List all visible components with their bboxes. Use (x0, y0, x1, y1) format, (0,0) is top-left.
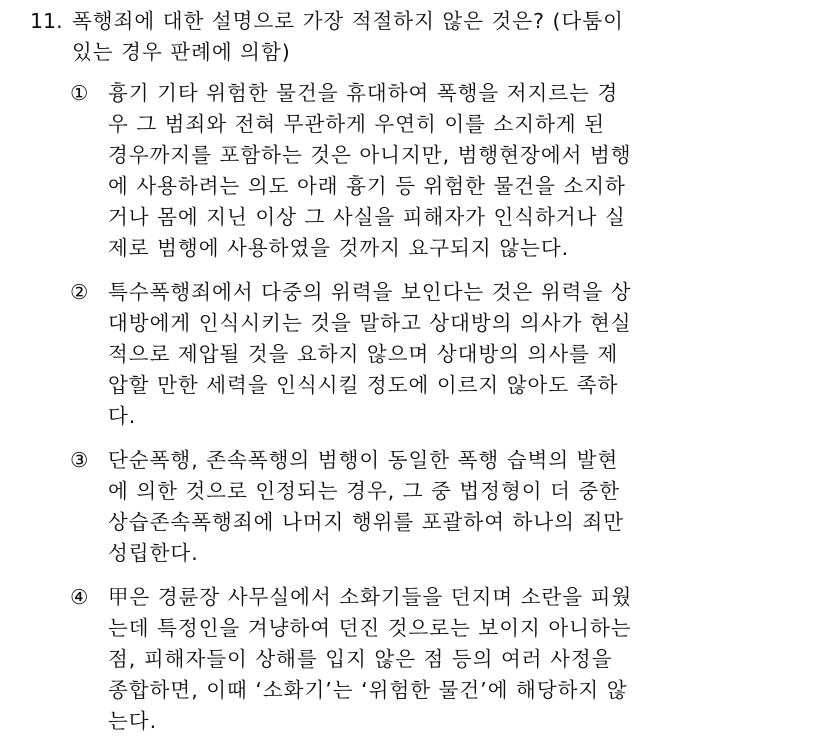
choice-line: 점, 피해자들이 상해를 입지 않은 점 등의 여러 사정을 (108, 647, 613, 671)
question-line: 폭행죄에 대한 설명으로 가장 적절하지 않은 것은? (다툼이 (72, 9, 624, 33)
choice-4-text (108, 582, 790, 737)
choice-line: 흉기 기타 위험한 물건을 휴대하여 폭행을 저지르는 경 (108, 81, 619, 105)
choice-line: 거나 몸에 지닌 이상 그 사실을 피해자가 인식하거나 실 (108, 205, 626, 229)
choice-line: 상습존속폭행죄에 나머지 행위를 포괄하여 하나의 죄만 (108, 510, 625, 534)
choice-line: 압할 만한 세력을 인식시킬 정도에 이르지 않아도 족하 (108, 373, 619, 397)
choice-line: 는다. (108, 709, 158, 733)
choice-line: 성립한다. (108, 541, 199, 565)
choice-3 (70, 445, 790, 569)
choice-line: 특수폭행죄에서 다중의 위력을 보인다는 것은 위력을 상 (108, 280, 632, 304)
choice-2 (70, 277, 790, 432)
question-number: 11. (30, 9, 63, 33)
choice-2-marker: ② (70, 280, 89, 304)
choice-list (70, 78, 790, 737)
question-line: 있는 경우 판례에 의함) (72, 40, 291, 64)
choice-line: 는데 특정인을 겨냥하여 던진 것으로는 보이지 아니하는 (108, 616, 632, 640)
choice-line: 우 그 범죄와 전혀 무관하게 우연히 이를 소지하게 된 (108, 112, 605, 136)
choice-line: 다. (108, 404, 137, 428)
choice-1 (70, 78, 790, 264)
choice-1-marker: ① (70, 81, 89, 105)
choice-3-text (108, 445, 790, 569)
choice-line: 제로 범행에 사용하였을 것까지 요구되지 않는다. (108, 236, 570, 260)
choice-2-text (108, 277, 790, 432)
choice-line: 종합하면, 이때 ‘소화기’는 ‘위험한 물건’에 해당하지 않 (108, 678, 628, 702)
choice-line: 甲은 경륜장 사무실에서 소화기들을 던지며 소란을 피웠 (108, 585, 633, 609)
question-block (30, 6, 790, 750)
choice-4-marker: ④ (70, 585, 89, 609)
choice-line: 에 사용하려는 의도 아래 흉기 등 위험한 물건을 소지하 (108, 174, 626, 198)
choice-3-marker: ③ (70, 448, 89, 472)
question-text (72, 6, 790, 68)
choice-line: 에 의한 것으로 인정되는 경우, 그 중 법정형이 더 중한 (108, 479, 621, 503)
choice-line: 적으로 제압될 것을 요하지 않으며 상대방의 의사를 제 (108, 342, 619, 366)
choice-1-text (108, 78, 790, 264)
choice-line: 경우까지를 포함하는 것은 아니지만, 범행현장에서 범행 (108, 143, 632, 167)
question-header (30, 6, 790, 68)
choice-line: 단순폭행, 존속폭행의 범행이 동일한 폭행 습벽의 발현 (108, 448, 619, 472)
choice-4 (70, 582, 790, 737)
choice-line: 대방에게 인식시키는 것을 말하고 상대방의 의사가 현실 (108, 311, 632, 335)
